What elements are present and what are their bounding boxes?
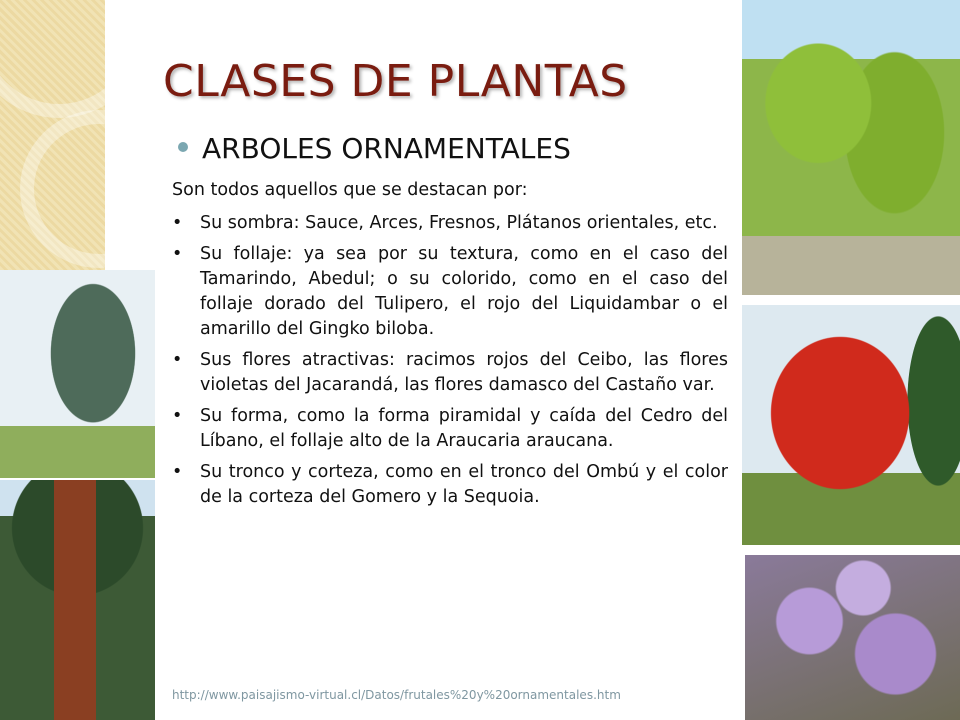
bullet-mark: • bbox=[172, 244, 183, 264]
list-item bbox=[172, 404, 728, 454]
list-item bbox=[172, 348, 728, 398]
bullet-mark: • bbox=[172, 350, 183, 370]
decorative-strip bbox=[0, 0, 105, 270]
section-heading bbox=[178, 132, 571, 165]
intro-text: Son todos aquellos que se destacan por: bbox=[172, 180, 528, 200]
araucaria-tree-photo bbox=[0, 270, 155, 478]
list-item-text: Su follaje: ya sea por su textura, como en el caso del Tamarindo, Abedul; o su colorido, como en el caso del follaje dorado del Tulipero, el rojo del Liquidambar o el amarillo del Gingko biloba. bbox=[200, 244, 728, 339]
list-item-text: Sus flores atractivas: racimos rojos del Ceibo, las flores violetas del Jacarandá, las flores damasco del Castaño var. bbox=[200, 350, 728, 395]
list-item-text: Su forma, como la forma piramidal y caída del Cedro del Líbano, el follaje alto de la Araucaria araucana. bbox=[200, 406, 728, 451]
list-item bbox=[172, 460, 728, 510]
bullet-mark: • bbox=[172, 213, 183, 233]
bullet-dot-icon bbox=[178, 142, 188, 152]
slide-title: CLASES DE PLANTAS bbox=[163, 56, 628, 107]
list-item bbox=[172, 242, 728, 342]
bullet-mark: • bbox=[172, 462, 183, 482]
list-item-text: Su tronco y corteza, como en el tronco del Ombú y el color de la corteza del Gomero y la Sequoia. bbox=[200, 462, 728, 507]
section-heading-text: ARBOLES ORNAMENTALES bbox=[202, 132, 571, 165]
jacaranda-flowers-photo bbox=[745, 555, 960, 720]
red-maple-tree-photo bbox=[742, 305, 960, 545]
bullet-mark: • bbox=[172, 406, 183, 426]
slide-body bbox=[172, 178, 728, 516]
sequoia-tree-photo bbox=[0, 480, 155, 720]
willow-tree-photo bbox=[742, 0, 960, 295]
source-link[interactable]: http://www.paisajismo-virtual.cl/Datos/frutales%20y%20ornamentales.htm bbox=[172, 688, 621, 702]
list-item bbox=[172, 211, 728, 236]
list-item-text: Su sombra: Sauce, Arces, Fresnos, Plátanos orientales, etc. bbox=[200, 213, 718, 233]
